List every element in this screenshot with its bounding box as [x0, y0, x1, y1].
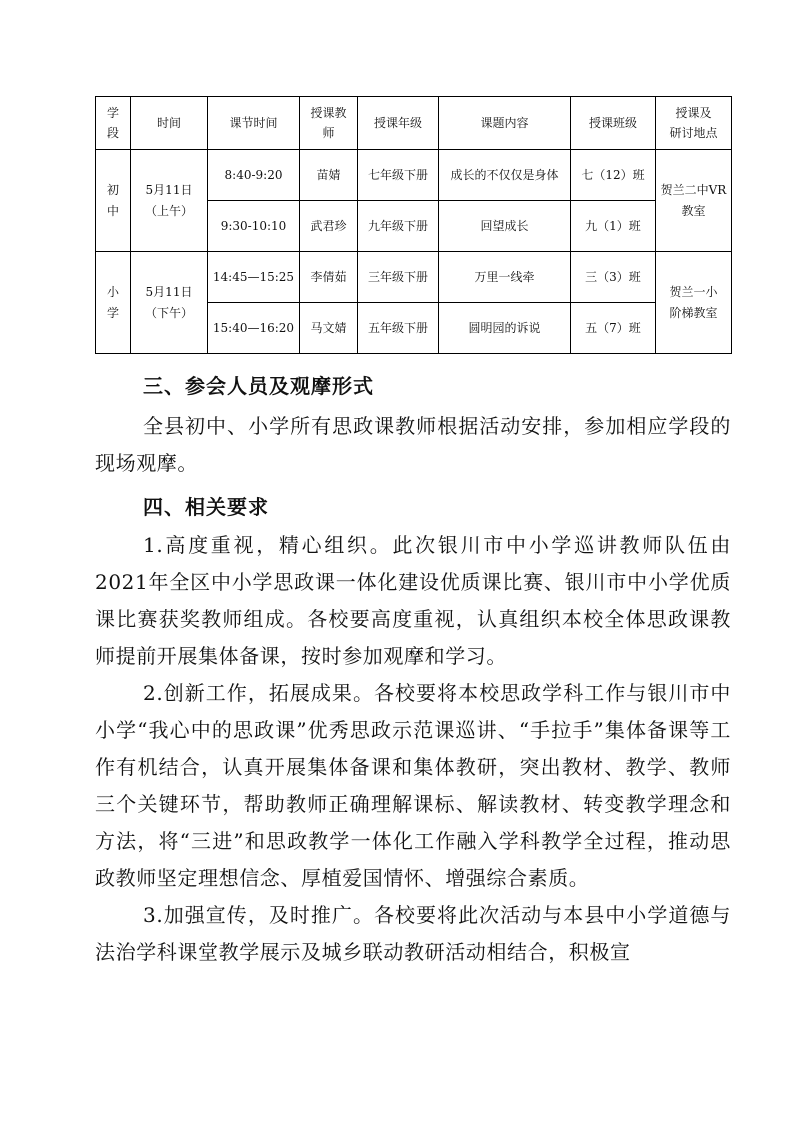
grade-cell: 七年级下册 — [358, 150, 439, 201]
topic-cell: 成长的不仅仅是身体 — [439, 150, 571, 201]
teacher-cell: 马文婧 — [300, 303, 358, 354]
class-cell: 九（1）班 — [571, 201, 656, 252]
table-row — [96, 150, 732, 201]
class-cell: 三（3）班 — [571, 252, 656, 303]
paragraph: 2.创新工作，拓展成果。各校要将本校思政学科工作与银川市中小学“我心中的思政课”优秀思政示范课巡讲、“手拉手”集体备课等工作有机结合，认真开展集体备课和集体教研，突出教材、教学、教师三个关键环节，帮助教师正确理解课标、解读教材、转变教学理念和方法，将“三进”和思政教学一体化工作融入学科教学全过程，推动思政教师坚定理想信念、厚植爱国情怀、增强综合素质。 — [95, 681, 731, 890]
section4-body — [95, 527, 731, 971]
period-cell: 8:40-9:20 — [208, 150, 300, 201]
section3-body — [95, 408, 731, 482]
class-cell: 五（7）班 — [571, 303, 656, 354]
grade-cell: 九年级下册 — [358, 201, 439, 252]
class-cell: 七（12）班 — [571, 150, 656, 201]
paragraph: 1.高度重视，精心组织。此次银川市中小学巡讲教师队伍由2021年全区中小学思政课一体化建设优质课比赛、银川市中小学优质课比赛获奖教师组成。各校要高度重视，认真组织本校全体思政课教师提前开展集体备课，按时参加观摩和学习。 — [95, 533, 731, 668]
period-cell: 9:30-10:10 — [208, 201, 300, 252]
period-cell: 14:45—15:25 — [208, 252, 300, 303]
teacher-cell: 武君珍 — [300, 201, 358, 252]
header-period: 课节时间 — [208, 97, 300, 150]
header-teacher: 授课教 师 — [300, 97, 358, 150]
section3-heading: 三、参会人员及观摩形式 — [143, 374, 374, 398]
header-location: 授课及 研讨地点 — [656, 97, 732, 150]
schedule-table — [95, 96, 732, 354]
date-cell-afternoon: 5月11日 （下午） — [131, 252, 208, 354]
segment-cell-middle-school: 初 中 — [96, 150, 131, 252]
paragraph: 全县初中、小学所有思政课教师根据活动安排，参加相应学段的现场观摩。 — [95, 414, 731, 475]
header-grade: 授课年级 — [358, 97, 439, 150]
period-cell: 15:40—16:20 — [208, 303, 300, 354]
header-segment: 学 段 — [96, 97, 131, 150]
teacher-cell: 苗婧 — [300, 150, 358, 201]
table-header-row — [96, 97, 732, 150]
teacher-cell: 李倩茹 — [300, 252, 358, 303]
topic-cell: 万里一线牵 — [439, 252, 571, 303]
date-cell-morning: 5月11日 （上午） — [131, 150, 208, 252]
grade-cell: 五年级下册 — [358, 303, 439, 354]
header-topic: 课题内容 — [439, 97, 571, 150]
section4-heading: 四、相关要求 — [143, 495, 269, 519]
paragraph: 3.加强宣传，及时推广。各校要将此次活动与本县中小学道德与法治学科课堂教学展示及城乡联动教研活动相结合，积极宣 — [95, 903, 731, 964]
table-row — [96, 252, 732, 303]
location-cell-primary-school: 贺兰一小 阶梯教室 — [656, 252, 732, 354]
grade-cell: 三年级下册 — [358, 252, 439, 303]
topic-cell: 圆明园的诉说 — [439, 303, 571, 354]
location-cell-middle-school: 贺兰二中VR 教室 — [656, 150, 732, 252]
topic-cell: 回望成长 — [439, 201, 571, 252]
header-time: 时间 — [131, 97, 208, 150]
segment-cell-primary-school: 小 学 — [96, 252, 131, 354]
header-class: 授课班级 — [571, 97, 656, 150]
